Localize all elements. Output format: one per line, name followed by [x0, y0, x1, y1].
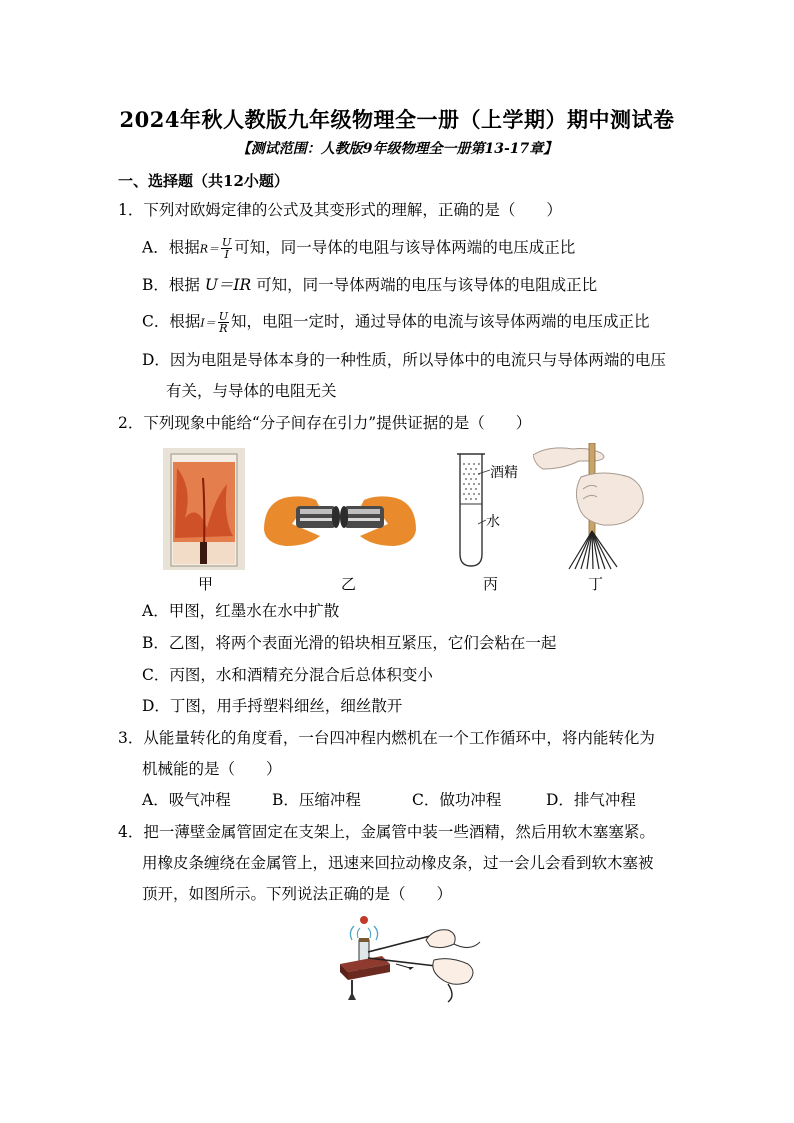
q1-a-den: I [224, 248, 229, 261]
q1-a-num: U [222, 236, 232, 249]
q2-figure-label-ding: 丁 [588, 575, 604, 593]
q1-c-rest: 知，电阻一定时，通过导体的电流与该导体两端的电压成正比 [231, 312, 650, 331]
q2-tube-label-water: 水 [486, 514, 500, 530]
q2-option-c: C．丙图，水和酒精充分混合后总体积变小 [142, 666, 433, 684]
q1-c-num: U [218, 310, 229, 323]
q3-option-b: B．压缩冲程 [272, 791, 361, 809]
q4-figure-metal-tube-apparatus [330, 912, 488, 1004]
q3-option-a: A．吸气冲程 [142, 791, 231, 809]
q1-c-den: R [219, 322, 228, 335]
q1-option-b [142, 275, 597, 295]
q1-c-fraction [218, 311, 229, 334]
q1-option-a [142, 237, 575, 260]
q1-option-c [142, 311, 650, 334]
q2-figure-label-yi: 乙 [341, 575, 357, 593]
q2-tube-label-alcohol: 酒精 [490, 465, 518, 481]
q1-option-d-line2: 有关，与导体的电阻无关 [166, 382, 337, 400]
q1-stem: 1．下列对欧姆定律的公式及其变形式的理解，正确的是（ ） [118, 201, 562, 219]
q2-figure-ding-plastic-strands [533, 443, 645, 573]
q2-figure-yi-lead-blocks [262, 486, 418, 548]
q1-a-rest: 可知，同一导体的电阻与该导体两端的电压成正比 [234, 238, 576, 257]
q1-c-prefix: C．根据 [142, 312, 201, 331]
q2-figure-jia-ink-diffusion [163, 448, 245, 570]
q3-stem-line2: 机械能的是（ ） [142, 760, 282, 778]
q2-option-b: B．乙图，将两个表面光滑的铅块相互紧压，它们会粘在一起 [142, 634, 557, 652]
q2-figure-label-bing: 丙 [483, 575, 499, 593]
q4-stem-line2: 用橡皮条缠绕在金属管上，迅速来回拉动橡皮条，过一会儿会看到软木塞被 [142, 854, 654, 872]
q1-b-formula: U＝IR [204, 276, 252, 294]
q1-b-prefix: B．根据 [142, 276, 205, 294]
q2-option-d: D．丁图，用手捋塑料细丝，细丝散开 [142, 697, 403, 715]
q1-c-lhs: I＝ [200, 316, 216, 330]
q2-option-a: A．甲图，红墨水在水中扩散 [142, 602, 340, 620]
q4-stem-line1: 4．把一薄壁金属管固定在支架上，金属管中装一些酒精，然后用软木塞塞紧。 [118, 823, 655, 841]
section-heading: 一、选择题（共12小题） [118, 172, 289, 190]
q4-stem-line3: 顶开，如图所示。下列说法正确的是（ ） [142, 885, 453, 903]
q3-stem-line1: 3．从能量转化的角度看，一台四冲程内燃机在一个工作循环中，将内能转化为 [118, 729, 655, 747]
q1-a-lhs: R＝ [199, 242, 219, 256]
q1-a-prefix: A．根据 [142, 238, 200, 257]
q1-b-rest: 可知，同一导体两端的电压与该导体的电阻成正比 [251, 276, 598, 294]
q2-figure-label-jia: 甲 [198, 575, 214, 593]
q2-stem: 2．下列现象中能给“分子间存在引力”提供证据的是（ ） [118, 414, 532, 432]
exam-title: 2024年秋人教版九年级物理全一册（上学期）期中测试卷 [119, 107, 675, 132]
q1-a-fraction [221, 237, 232, 260]
q3-option-d: D．排气冲程 [546, 791, 636, 809]
q1-option-d-line1: D．因为电阻是导体本身的一种性质，所以导体中的电流只与导体两端的电压 [142, 351, 666, 369]
test-range: 【测试范围：人教版9年级物理全一册第13-17章】 [236, 141, 558, 157]
q3-option-c: C．做功冲程 [412, 791, 502, 809]
